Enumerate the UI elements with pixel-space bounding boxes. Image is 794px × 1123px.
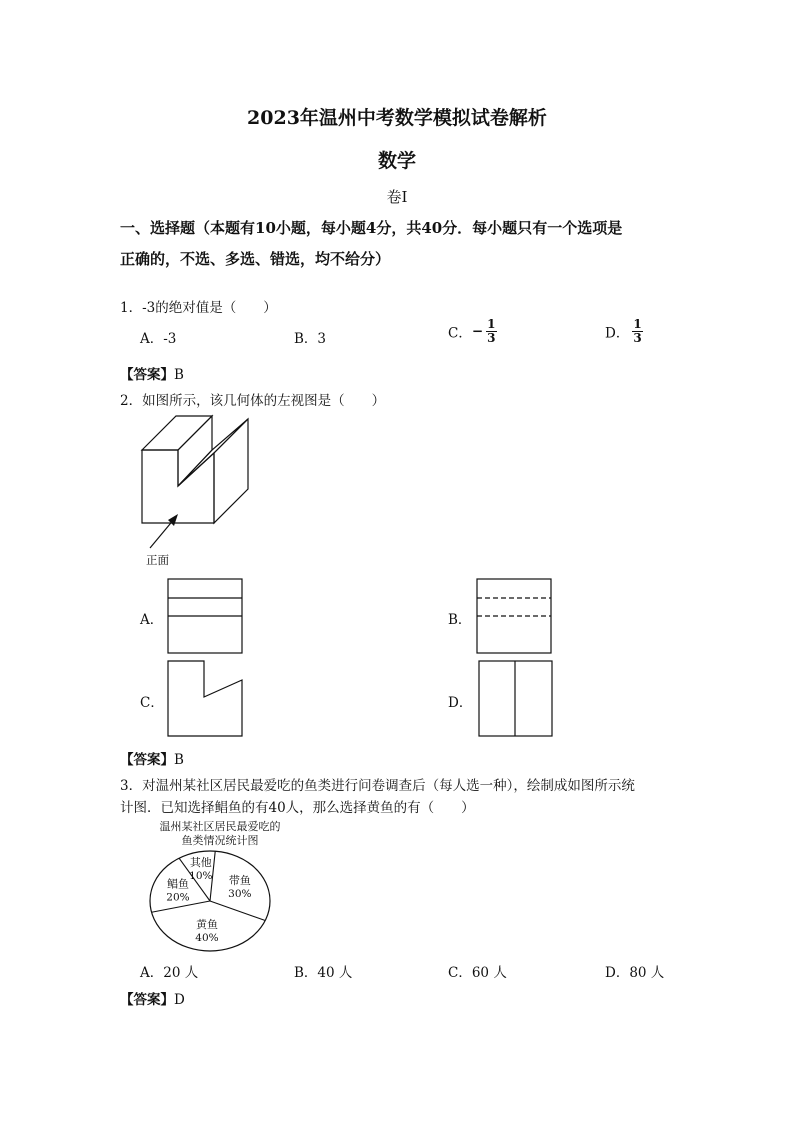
q3-option-c-text: 60 人	[471, 965, 507, 981]
q1-option-b	[294, 327, 326, 347]
pie-label-other: 其他	[189, 855, 212, 869]
q1-option-c-letter: C．	[448, 325, 472, 342]
q3-option-c-letter: C．	[448, 965, 472, 981]
q3-answer-label: 【答案】	[120, 992, 174, 1008]
q1-answer-label: 【答案】	[120, 367, 174, 383]
volume-title: 卷Ⅰ	[386, 188, 408, 206]
q3-answer	[120, 988, 185, 1008]
q3-option-c	[448, 961, 507, 981]
q2-option-a-letter: A．	[140, 612, 164, 628]
q1-option-a	[140, 327, 176, 347]
q1-option-b-text: 3	[317, 331, 327, 347]
q2-front-arrow-line	[150, 518, 175, 548]
pie-percent-yellow-croaker: 40%	[195, 931, 219, 944]
q1-option-d-fraction	[632, 318, 642, 345]
q3-stem-line1: 3．对温州某社区居民最爱吃的鱼类进行问卷调查后（每人选一种），绘制成如图所示统	[120, 778, 635, 794]
q2-option-b-letter: B．	[448, 612, 472, 628]
q3-option-a	[140, 961, 198, 981]
q3-option-b-text: 40 人	[317, 965, 353, 981]
q2-option-c-letter: C．	[140, 695, 164, 711]
section-heading-line1: 一、选择题（本题有10小题，每小题4分，共40分．每小题只有一个选项是	[120, 219, 623, 237]
q2-solid-slope-face	[178, 419, 248, 486]
q2-solid-right-face	[214, 419, 248, 523]
q2-front-label: 正面	[146, 553, 169, 567]
q1-option-c-denominator: 3	[487, 331, 496, 345]
q3-option-d	[605, 961, 664, 981]
q3-stem-line2: 计图．已知选择鲳鱼的有40人，那么选择黄鱼的有（ ）	[120, 800, 475, 816]
q1-option-c-numerator: 1	[487, 317, 496, 331]
q2-option-c-figure	[167, 660, 247, 740]
q1-answer	[120, 363, 184, 383]
q2-answer-value: B	[174, 752, 184, 768]
q2-option-a-figure	[167, 578, 247, 658]
q2-option-d-figure	[478, 660, 558, 740]
page-title: 2023年温州中考数学模拟试卷解析	[247, 107, 547, 129]
q1-option-c	[448, 318, 497, 345]
q2-solid-inner-face	[178, 416, 212, 486]
pie-label-pomfret: 鲳鱼	[166, 877, 189, 891]
q1-option-d-numerator: 1	[633, 317, 642, 331]
pie-label-yellow-croaker: 黄鱼	[195, 917, 218, 931]
subject-title: 数学	[377, 150, 416, 172]
pie-percent-hairtail: 30%	[228, 888, 252, 901]
chart-title-line2: 鱼类情况统计图	[181, 834, 259, 847]
q1-option-a-text: -3	[163, 331, 177, 347]
q2-solid-lines	[142, 416, 248, 548]
pie-percent-pomfret: 20%	[166, 891, 190, 904]
q3-option-a-letter: A．	[140, 965, 164, 981]
q1-option-b-letter: B．	[294, 331, 318, 347]
q3-answer-value: D	[174, 992, 185, 1008]
q3-option-d-letter: D．	[605, 965, 630, 981]
q1-stem: 1．-3的绝对值是（ ）	[120, 300, 277, 316]
q1-option-c-fraction	[486, 318, 496, 345]
q2-stem: 2．如图所示，该几何体的左视图是（ ）	[120, 393, 386, 409]
q1-option-d-letter: D．	[605, 325, 630, 342]
q2-option-b-figure	[476, 578, 556, 658]
q1-option-d	[605, 318, 643, 345]
pie-percent-other: 10%	[189, 869, 213, 882]
q1-option-c-sign: −	[471, 323, 484, 340]
q2-option-c-outline	[168, 661, 242, 736]
pie-label-hairtail: 带鱼	[228, 874, 251, 888]
q3-option-a-text: 20 人	[163, 965, 199, 981]
q2-solid-top-face	[142, 416, 212, 450]
q2-answer	[120, 748, 184, 768]
q1-option-a-letter: A．	[140, 331, 164, 347]
q3-option-b	[294, 961, 352, 981]
chart-title-line1: 温州某社区居民最爱吃的	[159, 820, 281, 833]
q2-answer-label: 【答案】	[120, 752, 174, 768]
q2-solid-front-face	[142, 450, 214, 523]
q2-option-d-letter: D．	[448, 695, 473, 711]
q3-option-b-letter: B．	[294, 965, 318, 981]
q2-front-arrow-head	[168, 514, 178, 526]
section-heading-line2: 正确的，不选、多选、错选，均不给分）	[120, 250, 391, 268]
q1-option-d-denominator: 3	[633, 331, 642, 345]
q1-answer-value: B	[174, 367, 184, 383]
q3-option-d-text: 80 人	[629, 965, 665, 981]
pie-chart	[148, 849, 278, 959]
